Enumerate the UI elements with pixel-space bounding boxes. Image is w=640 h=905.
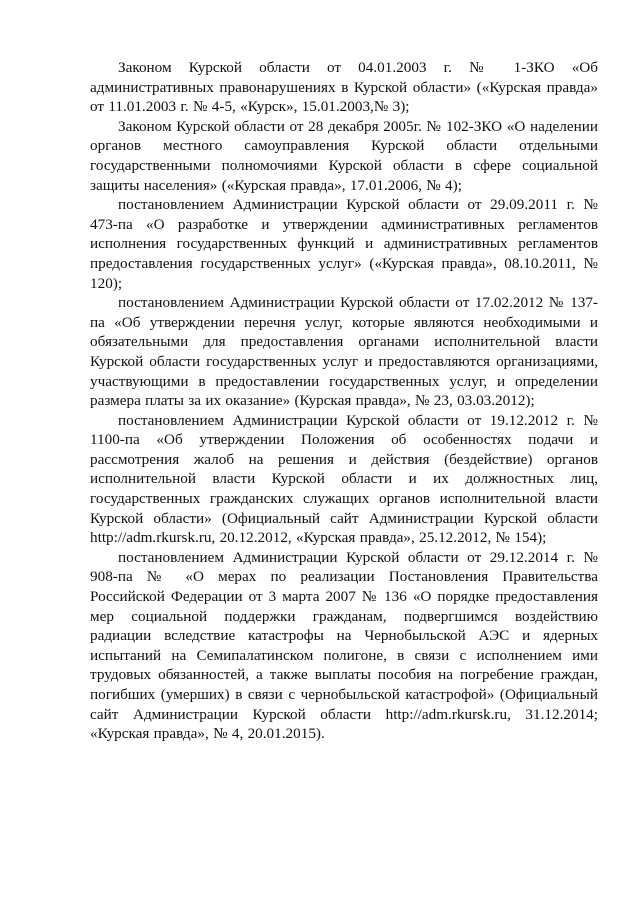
legal-reference-paragraph-1: Законом Курской области от 04.01.2003 г. № 1-ЗКО «Об административных правонарушениях в Курской области» («Курская правда» от 11.01.2003 г. № 4-5, «Курск», 15.01.2003,№ 3); <box>90 59 598 116</box>
legal-reference-paragraph-6: постановлением Администрации Курской области от 29.12.2014 г. № 908-па № «О мерах по реализации Постановления Правительства Российской Федерации от 3 марта 2007 № 136 «О порядке предоставления мер социальной поддержки гражданам, подвергшимся воздействию радиации вследствие катастрофы на Чернобыльской АЭС и ядерных испытаний на Семипалатинском полигоне, в связи с исполнением ими трудовых обязанностей, а также выплаты пособия на погребение граждан, погибших (умерших) в связи с чернобыльской катастрофой» (Официальный сайт Администрации Курской области http://adm.rkursk.ru, 31.12.2014; «Курская правда», № 4, 20.01.2015). <box>90 548 598 743</box>
legal-reference-paragraph-4: постановлением Администрации Курской области от 17.02.2012 № 137-па «Об утверждении перечня услуг, которые являются необходимыми и обязательными для предоставления органами исполнительной власти Курской области государственных услуг и предоставляются организациями, участвующими в предоставлении государственных услуг, и определении размера платы за их оказание» (Курская правда», № 23, 03.03.2012); <box>90 294 598 410</box>
legal-reference-paragraph-2: Законом Курской области от 28 декабря 2005г. № 102-ЗКО «О наделении органов местного самоуправления Курской области отдельными государственными полномочиями Курской области в сфере социальной защиты населения» («Курская правда», 17.01.2006, № 4); <box>90 117 598 194</box>
document-page <box>90 58 598 744</box>
legal-reference-paragraph-5: постановлением Администрации Курской области от 19.12.2012 г. № 1100-па «Об утверждении Положения об особенностях подачи и рассмотрения жалоб на решения и действия (бездействие) органов исполнительной власти Курской области и их должностных лиц, государственных гражданских служащих органов исполнительной власти Курской области» (Официальный сайт Администрации Курской области http://adm.rkursk.ru, 20.12.2012, «Курская правда», 25.12.2012, № 154); <box>90 411 598 547</box>
legal-reference-paragraph-3: постановлением Администрации Курской области от 29.09.2011 г. № 473-па «О разработке и утверждении административных регламентов исполнения государственных функций и административных регламентов предоставления государственных услуг» («Курская правда», 08.10.2011, № 120); <box>90 196 598 292</box>
